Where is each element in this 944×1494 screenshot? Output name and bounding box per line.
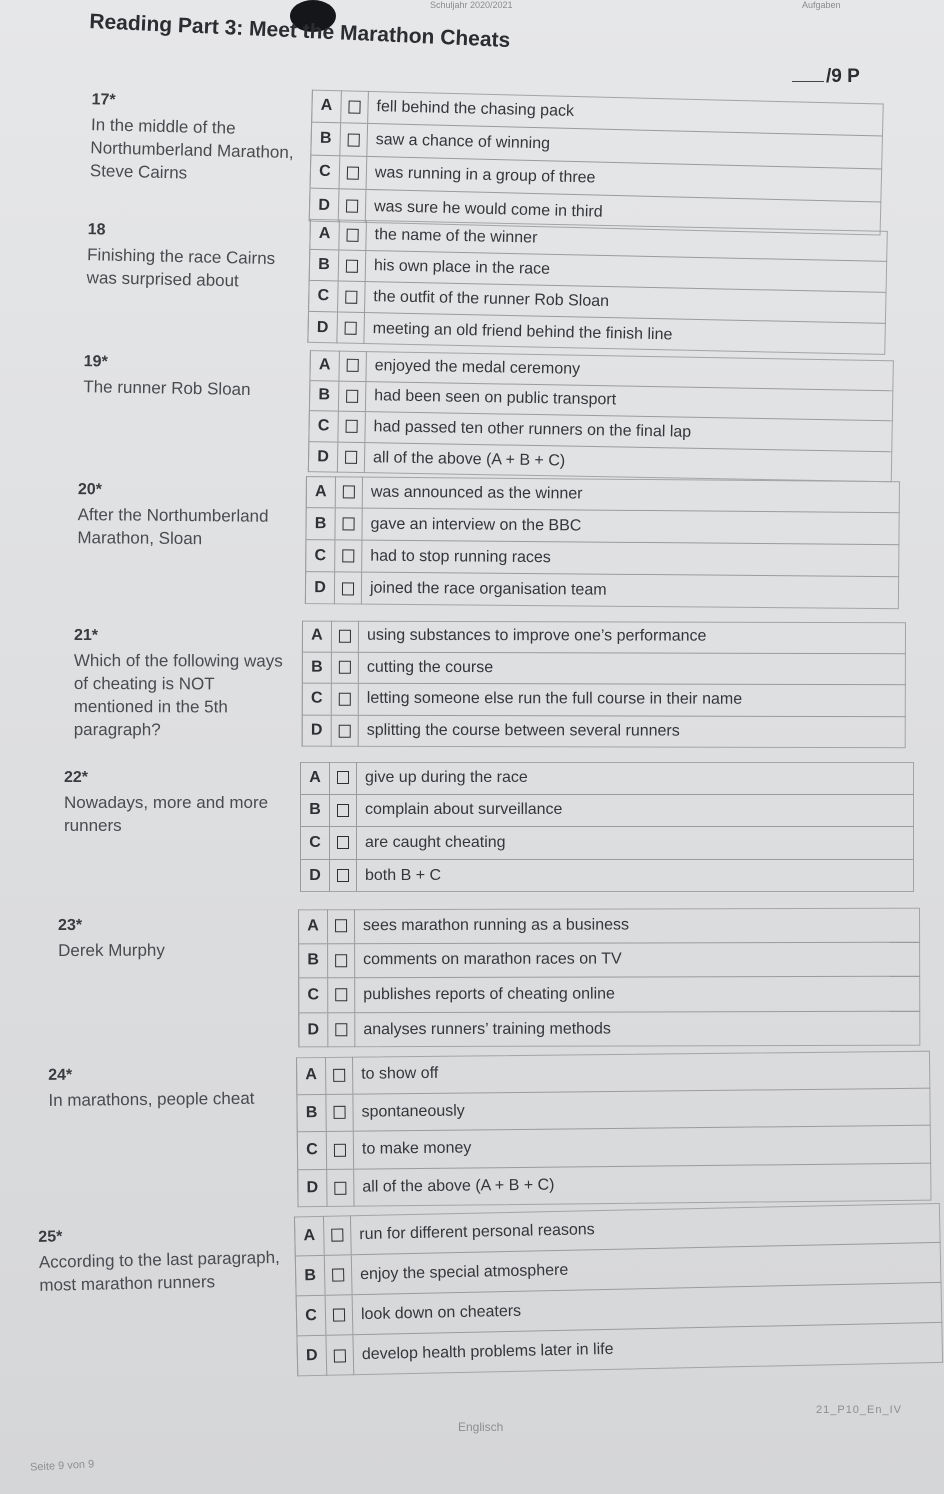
option-text: spontaneously [361,1102,465,1121]
option-text: saw a chance of winning [375,131,551,153]
question-stem [56,762,300,892]
option-text: the outfit of the runner Rob Sloan [373,288,610,311]
section-label: Aufgaben [802,0,841,10]
answer-option-b[interactable] [299,942,920,978]
answer-option-a[interactable] [301,762,914,795]
option-letter: C [297,1296,327,1336]
question-stem [77,214,310,343]
option-text: run for different personal reasons [359,1220,595,1243]
option-text: are caught cheating [365,833,506,851]
question-text: Which of the following ways of cheating is NOT mentioned in the 5th paragraph? [73,651,283,740]
option-text: was announced as the winner [370,483,583,502]
answer-option-d[interactable] [298,1163,931,1207]
option-text: publishes reports of cheating online [363,985,615,1003]
answer-options [305,476,900,609]
answer-option-c[interactable] [306,540,899,577]
option-letter: B [303,652,332,683]
option-letter: C [309,411,339,441]
checkbox[interactable] [339,189,367,223]
checkbox[interactable] [324,1215,352,1255]
question-number: 24* [48,1066,73,1084]
checkbox[interactable] [332,715,359,747]
question-text: Derek Murphy [58,940,165,960]
checkbox[interactable] [328,1013,355,1048]
option-text: all of the above (A + B + C) [372,448,566,470]
option-text: cutting the course [366,658,494,676]
option-text: fell behind the chasing pack [376,98,575,120]
part-title: Reading Part 3: Meet the Marathon Cheats [88,9,511,53]
checkbox[interactable] [336,476,363,507]
question-text: According to the last paragraph, most marathon runners [38,1247,280,1295]
option-letter: A [301,762,330,794]
option-text: enjoy the special atmosphere [359,1261,569,1283]
option-letter: D [303,715,332,747]
option-text: using substances to improve one’s performance [366,627,707,645]
option-letter: D [306,572,335,604]
question-block [40,1051,932,1210]
answer-options [298,908,920,1048]
option-text: gave an interview on the BBC [370,515,582,534]
answer-option-b[interactable] [303,652,906,685]
question-text: In the middle of the Northumberland Marathon, Steve Cairns [89,115,294,183]
checkbox[interactable] [341,90,369,123]
checkbox[interactable] [326,1335,354,1376]
checkbox[interactable] [335,572,362,604]
option-letter: B [301,795,330,827]
option-letter: C [311,156,341,189]
school-year: Schuljahr 2020/2021 [430,0,513,10]
option-letter: D [298,1169,327,1207]
answer-options [307,219,887,355]
checkbox[interactable] [338,442,366,473]
checkbox[interactable] [326,1295,354,1335]
answer-option-b[interactable] [306,508,899,545]
option-letter: A [310,350,340,380]
question-number: 17* [91,91,116,109]
question-text: Nowadays, more and more runners [64,793,269,835]
option-letter: A [312,90,342,123]
answer-option-c[interactable] [303,684,906,717]
option-text: to make money [361,1139,472,1158]
question-block [56,762,914,892]
checkbox[interactable] [339,250,367,281]
option-text: had passed ten other runners on the final lap [373,417,692,441]
question-stem [66,620,302,747]
option-letter: C [309,281,339,312]
option-text: was sure he would come in third [373,197,603,221]
option-letter: B [310,250,340,281]
option-text: both B + C [365,866,442,884]
answer-option-c[interactable] [299,977,920,1013]
subject-label: Englisch [458,1420,504,1434]
answer-options [308,350,894,482]
checkbox[interactable] [326,1094,353,1131]
option-text: all of the above (A + B + C) [362,1176,555,1196]
option-letter: C [306,540,335,571]
option-letter: D [299,1013,328,1048]
option-text: look down on cheaters [360,1302,522,1323]
answer-option-d[interactable] [303,715,906,748]
option-text: letting someone else run the full course in their name [366,690,743,709]
question-number: 19* [83,353,108,371]
option-text: to show off [361,1065,439,1083]
question-text: Finishing the race Cairns was surprised about [86,245,276,291]
option-text: comments on marathon races on TV [363,950,622,969]
option-text: his own place in the race [373,257,551,278]
checkbox[interactable] [326,1057,353,1094]
checkbox[interactable] [325,1255,353,1295]
question-block [77,214,887,355]
option-text: joined the race organisation team [369,579,607,599]
question-number: 21* [73,627,99,645]
question-stem [50,909,298,1048]
checkbox[interactable] [335,540,362,571]
question-block [30,1203,943,1382]
option-text: complain about surveillance [365,801,563,819]
option-letter: A [303,621,332,652]
question-block [50,908,920,1048]
answer-options [296,1051,932,1208]
checkbox[interactable] [338,412,366,442]
option-text: meeting an old friend behind the finish line [372,319,673,343]
question-text: The runner Rob Sloan [83,377,251,400]
checkbox[interactable] [327,1132,354,1169]
question-block [69,474,900,609]
option-text: develop health problems later in life [361,1340,614,1364]
answer-option-a[interactable] [299,908,920,944]
question-number: 18 [87,221,106,239]
answer-option-a[interactable] [303,621,906,654]
option-letter: C [301,827,330,859]
answer-options [294,1203,943,1376]
answer-option-d[interactable] [306,572,899,609]
checkbox[interactable] [338,281,366,312]
points-field: /9 P [792,66,860,88]
checkbox[interactable] [330,827,357,859]
option-letter: D [308,312,338,344]
question-text: In marathons, people cheat [48,1088,255,1110]
question-stem [40,1057,298,1210]
checkbox[interactable] [330,762,357,794]
answer-options [309,90,884,236]
question-block [74,346,894,482]
option-text: sees marathon running as a business [363,916,630,934]
checkbox[interactable] [335,508,362,539]
page-number: Seite 9 von 9 [29,1458,95,1474]
question-number: 25* [38,1228,63,1246]
option-letter: B [310,381,340,411]
checkbox[interactable] [340,156,368,189]
question-number: 23* [58,916,83,934]
option-letter: D [310,189,340,223]
answer-option-d[interactable] [301,860,914,893]
checkbox[interactable] [337,312,365,344]
option-letter: C [299,978,328,1012]
option-letter: A [307,476,336,507]
option-letter: C [298,1132,327,1169]
option-letter: A [297,1057,326,1094]
option-letter: A [310,219,340,250]
option-text: had been seen on public transport [374,387,617,409]
answer-options [300,762,914,892]
option-letter: D [297,1336,327,1377]
question-block [81,84,884,236]
checkbox[interactable] [330,860,357,893]
answer-options [302,621,906,749]
question-stem [74,346,310,472]
answer-option-a[interactable] [307,476,900,513]
checkbox[interactable] [340,123,368,156]
answer-option-c[interactable] [301,827,914,860]
answer-option-b[interactable] [301,795,914,828]
checkbox[interactable] [332,621,359,652]
checkbox[interactable] [339,351,367,381]
question-number: 22* [64,769,89,786]
checkbox[interactable] [327,1169,354,1207]
option-text: give up during the race [365,768,528,786]
checkbox[interactable] [328,909,355,943]
question-number: 20* [77,481,102,499]
option-letter: B [311,123,341,156]
question-stem [81,84,312,222]
option-letter: B [306,508,335,539]
option-letter: B [299,944,328,978]
option-letter: A [295,1216,325,1256]
option-text: splitting the course between several runners [366,722,680,740]
checkbox[interactable] [328,978,355,1012]
checkbox[interactable] [332,684,359,715]
option-text: had to stop running races [370,547,551,566]
checkbox[interactable] [330,795,357,827]
option-letter: B [296,1256,326,1296]
question-text: After the Northumberland Marathon, Sloan [77,505,269,549]
question-stem [30,1216,297,1381]
checkbox[interactable] [339,219,367,250]
option-letter: C [303,684,332,715]
option-text: enjoyed the medal ceremony [374,356,581,378]
checkbox[interactable] [339,381,367,411]
option-text: was running in a group of three [374,164,596,187]
question-stem [69,474,306,604]
checkbox[interactable] [332,652,359,683]
checkbox[interactable] [328,944,355,978]
option-letter: D [301,860,330,893]
option-letter: A [299,909,328,943]
question-block [66,620,906,748]
exam-code: 21_P10_En_IV [816,1404,903,1416]
option-text: the name of the winner [374,226,538,247]
answer-option-d[interactable] [299,1011,920,1047]
option-letter: D [309,442,339,473]
option-letter: B [297,1095,326,1132]
option-text: analyses runners’ training methods [363,1020,611,1038]
